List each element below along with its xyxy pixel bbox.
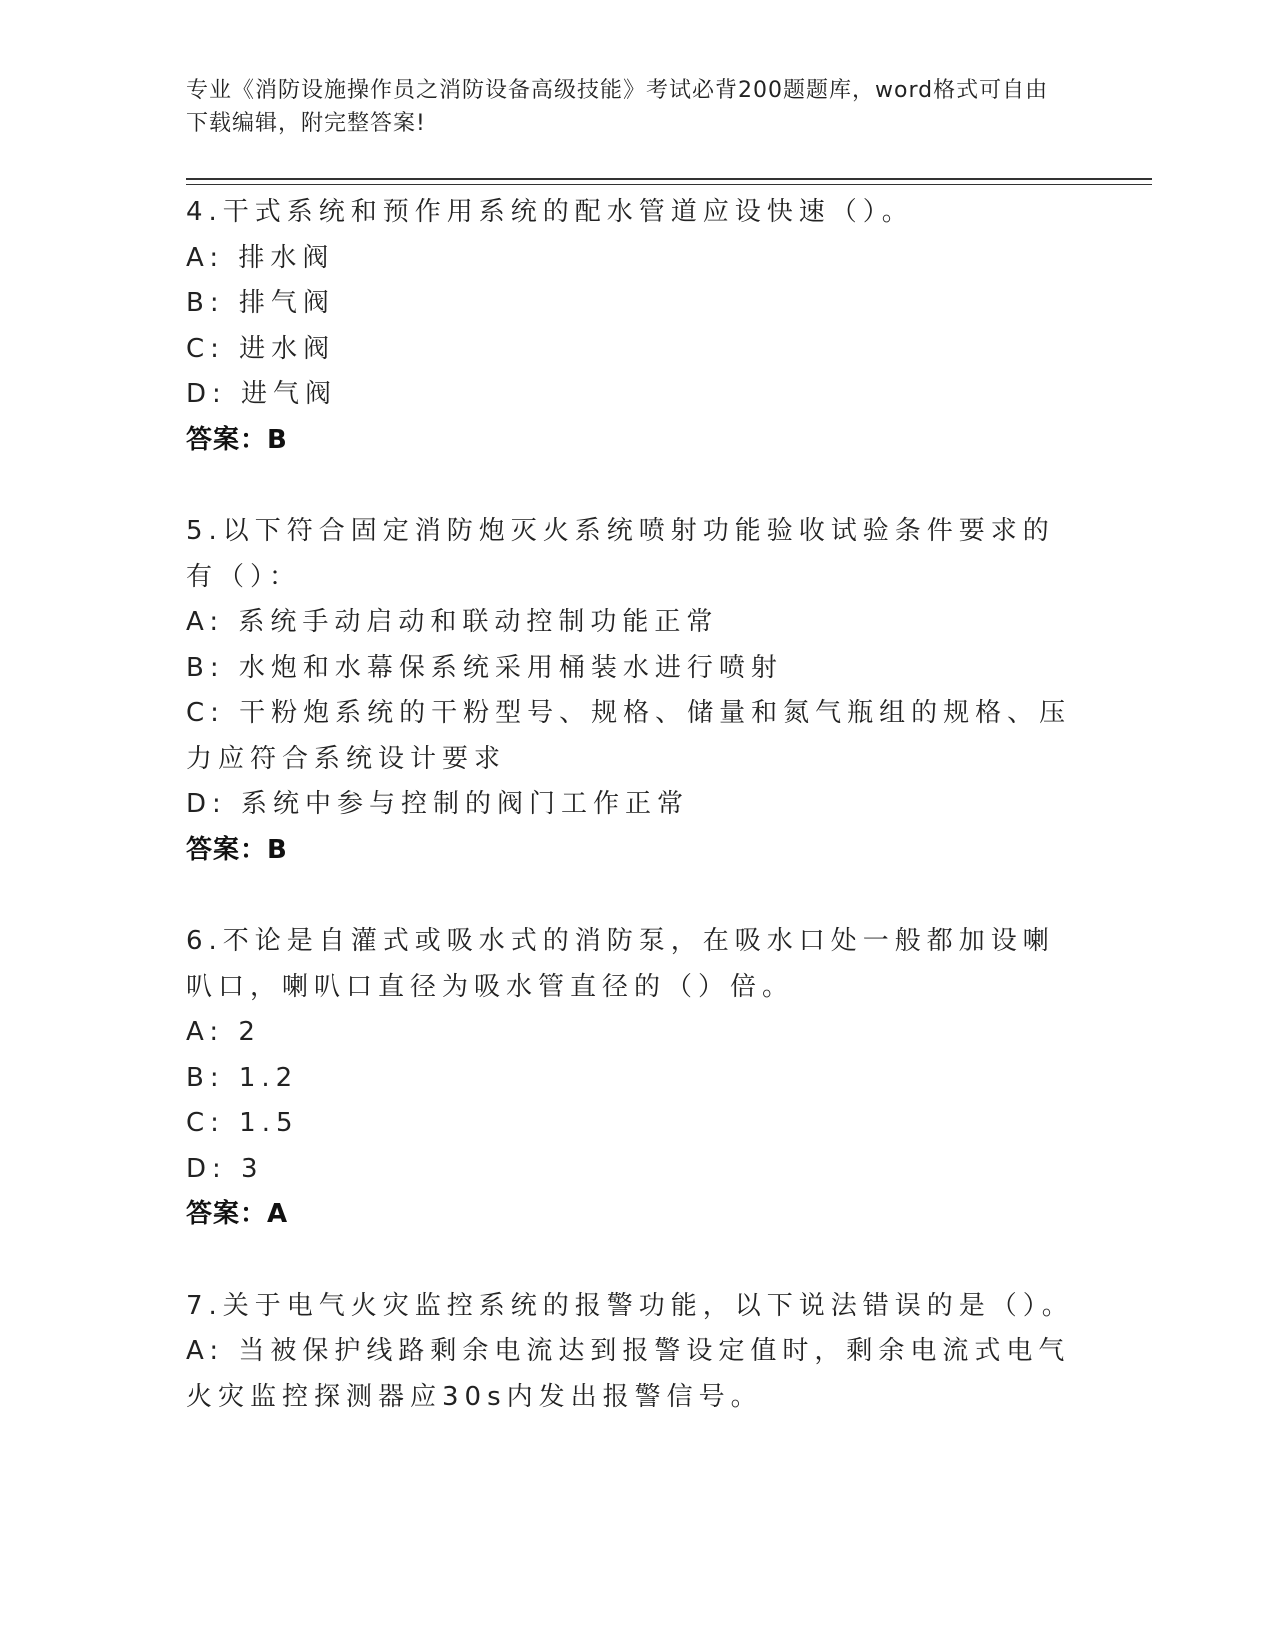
option-c: C: 1.5 <box>186 1108 299 1138</box>
answer-label: 答案：B <box>186 834 288 865</box>
option-a: A: 当被保护线路剩余电流达到报警设定值时，剩余电流式电气火灾监控探测器应30s内发出报警信号。 <box>186 1336 1071 1412</box>
question-7 <box>186 1284 1086 1421</box>
question-4 <box>186 190 1086 463</box>
document-header <box>186 74 1066 140</box>
option-b: B: 1.2 <box>186 1062 299 1093</box>
option-c: C: 干粉炮系统的干粉型号、规格、储量和氮气瓶组的规格、压力应符合系统设计要求 <box>186 698 1072 774</box>
question-list <box>186 190 1086 1466</box>
option-a: A: 2 <box>186 1017 261 1047</box>
question-6 <box>186 919 1086 1238</box>
header-divider-thin <box>186 184 1152 185</box>
question-5 <box>186 509 1086 873</box>
option-b: B: 水炮和水幕保系统采用桶装水进行喷射 <box>186 652 783 683</box>
option-a: A: 系统手动启动和联动控制功能正常 <box>186 607 719 637</box>
option-d: D: 系统中参与控制的阀门工作正常 <box>186 789 690 819</box>
question-stem: 6.不论是自灌式或吸水式的消防泵，在吸水口处一般都加设喇叭口，喇叭口直径为吸水管直径的（）倍。 <box>186 926 1055 1002</box>
header-divider-thick <box>186 178 1152 180</box>
question-stem: 7.关于电气火灾监控系统的报警功能，以下说法错误的是（）。 <box>186 1290 1074 1321</box>
option-a: A: 排水阀 <box>186 242 335 273</box>
option-d: D: 3 <box>186 1153 264 1184</box>
answer-label: 答案：A <box>186 1199 289 1229</box>
answer-label: 答案：B <box>186 424 288 455</box>
question-stem: 4.干式系统和预作用系统的配水管道应设快速（）。 <box>186 197 914 227</box>
question-stem: 5.以下符合固定消防炮灭火系统喷射功能验收试验条件要求的有（）： <box>186 516 1055 592</box>
option-b: B: 排气阀 <box>186 288 335 318</box>
option-d: D: 进气阀 <box>186 379 338 409</box>
option-c: C: 进水阀 <box>186 333 336 364</box>
header-text: 专业《消防设施操作员之消防设备高级技能》考试必背200题题库，word格式可自由下载编辑，附完整答案! <box>186 78 1049 136</box>
